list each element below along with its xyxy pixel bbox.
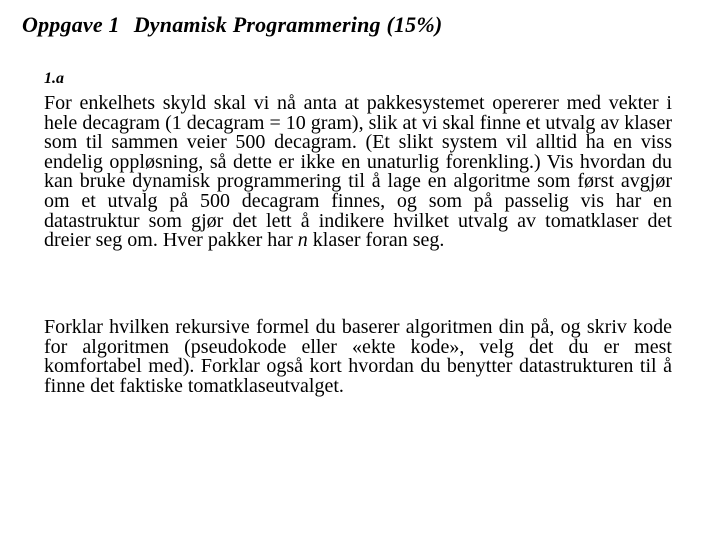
- task-paragraph-2: Forklar hvilken rekursive formel du baserer algoritmen din på, og skriv kode for algoritmen (pseudokode eller «ekte kode», velg det du er mest komfortabel med). Forklar også kort hvordan du benytter datastrukturen til å finne det faktiske tomatklaseutvalget.: [44, 316, 672, 397]
- page-title: [22, 12, 442, 38]
- paragraph-1-text: For enkelhets skyld skal vi nå anta at pakkesystemet opererer med vekter i hele decagram (1 decagram = 10 gram), slik at vi skal finne et utvalg av klaser som til sammen veier 500 decagram. (Et slikt system vil alltid ha en viss endelig oppløsning, så dette er ikke en unaturlig forenkling.) Vis hvordan du kan bruke dynamisk programmering til å lage en algoritme som først avgjør om et utvalg på 500 decagram finnes, og som på passelig vis har en datastruktur som gjør det lett å indikere hvilket utvalg av tomatklaser det dreier seg om. Hver pakker har: [44, 92, 672, 252]
- task-paragraph-1: [44, 94, 672, 251]
- variable-n: n: [297, 229, 308, 252]
- task-title: Dynamisk Programmering (15%): [133, 12, 443, 37]
- section-label: 1.a: [44, 70, 64, 87]
- task-label: Oppgave 1: [22, 12, 120, 37]
- paragraph-1-tail: klaser foran seg.: [312, 229, 445, 252]
